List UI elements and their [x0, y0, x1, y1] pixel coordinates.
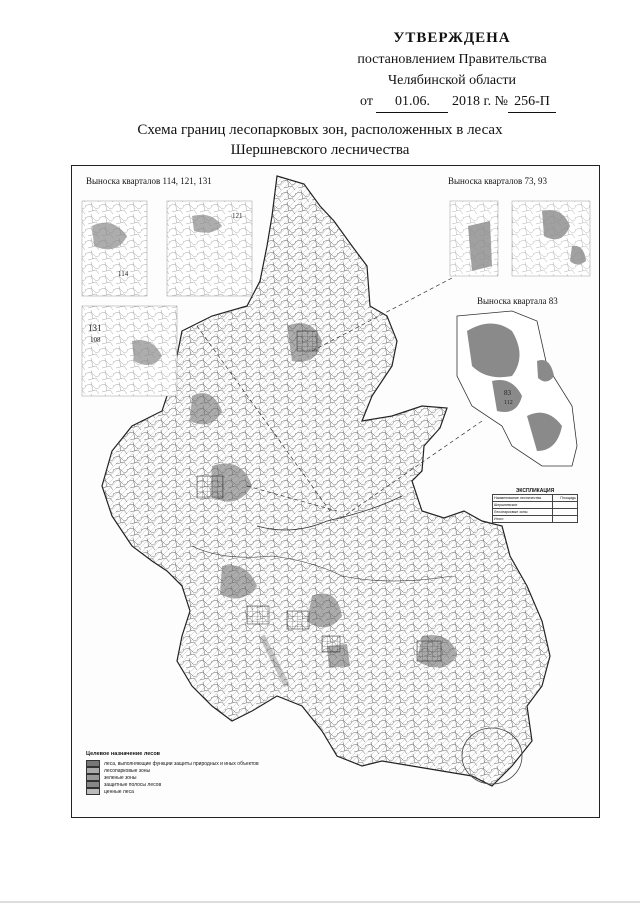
- page-bottom-edge: [0, 901, 640, 903]
- title-line-2: Шершневского лесничества: [230, 142, 410, 158]
- table-row: [493, 509, 578, 516]
- document-title: [0, 120, 640, 160]
- approval-year: 2018 г. №: [451, 94, 508, 109]
- table-row: [493, 495, 578, 502]
- approval-line-1: постановлением Правительства: [357, 52, 547, 67]
- map-legend: [86, 751, 316, 795]
- inset-73-93: [450, 201, 590, 276]
- inset-number-112: 112: [504, 400, 513, 406]
- title-line-1: Схема границ лесопарковых зон, расположенных в лесах: [137, 122, 503, 138]
- legend-swatch: [86, 781, 100, 788]
- explication-value: [553, 516, 578, 523]
- date-prefix: от: [360, 94, 373, 109]
- approval-heading: УТВЕРЖДЕНА: [393, 30, 511, 46]
- legend-swatch: [86, 774, 100, 781]
- legend-swatch: [86, 767, 100, 774]
- approval-block: [322, 28, 582, 113]
- legend-title: Целевое назначение лесов: [86, 751, 161, 757]
- legend-item: зеленые зоны: [86, 774, 316, 781]
- explication-name: Итого: [493, 516, 553, 523]
- explication-name: Шершневское: [493, 502, 553, 509]
- explication-value: Площадь: [553, 495, 578, 502]
- legend-item: лесопарковые зоны: [86, 767, 316, 774]
- callout-label-114-121-131: Выноска кварталов 114, 121, 131: [86, 176, 212, 186]
- callout-label-73-93: Выноска кварталов 73, 93: [448, 176, 548, 186]
- approval-line-2: Челябинской области: [388, 73, 516, 88]
- legend-item: защитные полосы лесов: [86, 781, 316, 788]
- inset-number-83: 83: [504, 389, 511, 397]
- legend-item: леса, выполняющие функции защиты природных и иных объектов: [86, 760, 316, 767]
- table-row: [493, 502, 578, 509]
- explication-name: Лесопарковые зоны: [493, 509, 553, 516]
- explication-table: [492, 488, 578, 576]
- inset-83: [457, 311, 577, 466]
- approval-date: 01.06.: [376, 91, 448, 113]
- callout-label-83: Выноска квартала 83: [477, 296, 558, 306]
- inset-number-108: 108: [90, 336, 101, 344]
- inset-number-131: 131: [88, 323, 102, 333]
- approval-date-line: [322, 91, 582, 113]
- explication-name: Наименование лесничества: [493, 495, 553, 502]
- legend-swatch: [86, 760, 100, 767]
- approval-number: 256-П: [508, 91, 556, 113]
- explication-title: ЭКСПЛИКАЦИЯ: [515, 488, 555, 494]
- table-row: [493, 516, 578, 523]
- explication-value: [553, 502, 578, 509]
- inset-number-114: 114: [118, 270, 129, 278]
- inset-number-121: 121: [232, 212, 243, 220]
- forest-map: [71, 165, 600, 818]
- legend-swatch: [86, 788, 100, 795]
- legend-item: ценные леса: [86, 788, 316, 795]
- explication-value: [553, 509, 578, 516]
